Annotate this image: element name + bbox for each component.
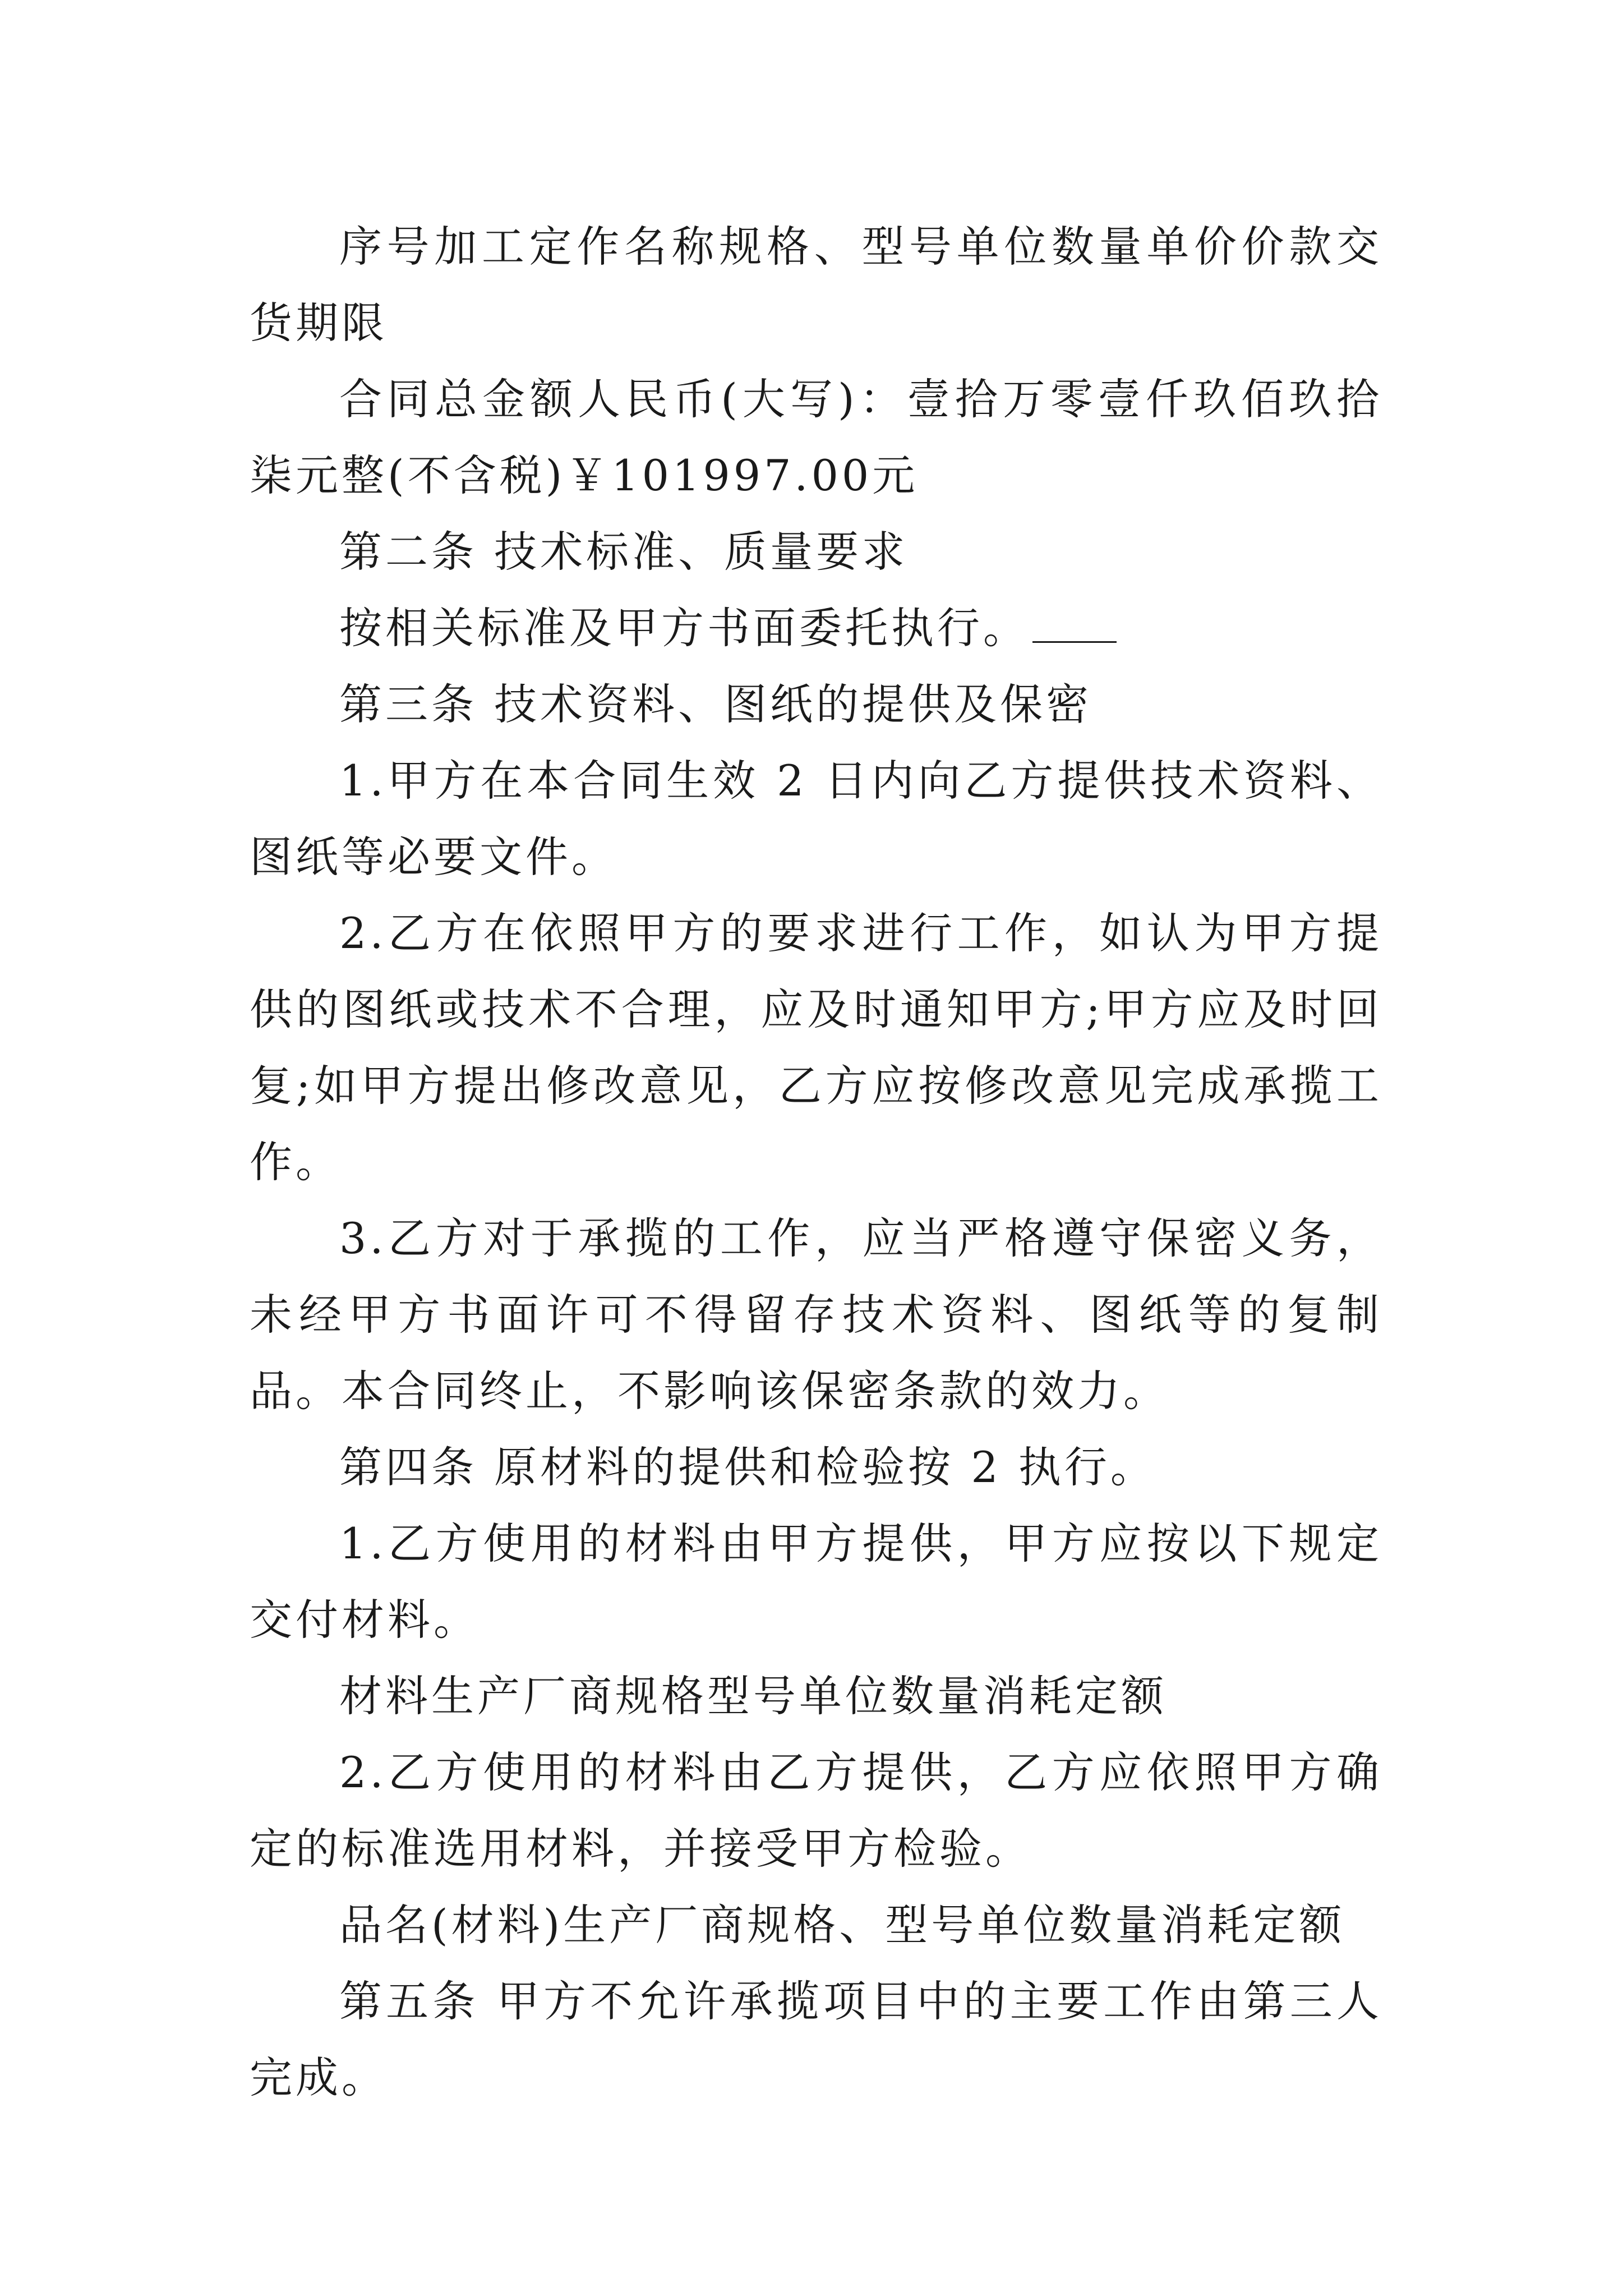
blank-underline (1032, 608, 1117, 643)
document-body (250, 209, 1382, 2116)
paragraph-article-4-item-1: 1.乙方使用的材料由甲方提供，甲方应按以下规定交付材料。 (250, 1519, 1382, 1645)
heading-article-2: 第二条 技术标准、质量要求 (339, 527, 909, 577)
paragraph-article-2-text: 按相关标准及甲方书面委托执行。 (339, 603, 1029, 653)
paragraph-article-3-item-2: 2.乙方在依照甲方的要求进行工作，如认为甲方提供的图纸或技术不合理，应及时通知甲方;甲方应及时回复;如甲方提出修改意见，乙方应按修改意见完成承揽工作。 (250, 908, 1382, 1187)
paragraph-material-table-header-2: 品名(材料)生产厂商规格、型号单位数量消耗定额 (339, 1900, 1345, 1950)
heading-article-5: 第五条 甲方不允许承揽项目中的主要工作由第三人完成。 (250, 1976, 1382, 2102)
paragraph-article-3-item-3: 3.乙方对于承揽的工作，应当严格遵守保密义务，未经甲方书面许可不得留存技术资料、图纸等的复制品。本合同终止，不影响该保密条款的效力。 (250, 1213, 1382, 1416)
paragraph-contract-total: 合同总金额人民币(大写)：壹拾万零壹仟玖佰玖拾柒元整(不含税)￥101997.00元 (250, 374, 1382, 500)
paragraph-article-3-item-1: 1.甲方在本合同生效 2 日内向乙方提供技术资料、图纸等必要文件。 (250, 756, 1382, 882)
heading-article-4: 第四条 原材料的提供和检验按 2 执行。 (339, 1442, 1156, 1492)
heading-article-3: 第三条 技术资料、图纸的提供及保密 (339, 679, 1092, 729)
paragraph-article-2-body (250, 590, 1382, 666)
paragraph-article-4-item-2: 2.乙方使用的材料由乙方提供，乙方应依照甲方确定的标准选用材料，并接受甲方检验。 (250, 1747, 1382, 1874)
paragraph-item-table-header: 序号加工定作名称规格、型号单位数量单价价款交货期限 (250, 222, 1382, 348)
paragraph-material-table-header-1: 材料生产厂商规格型号单位数量消耗定额 (339, 1671, 1167, 1721)
